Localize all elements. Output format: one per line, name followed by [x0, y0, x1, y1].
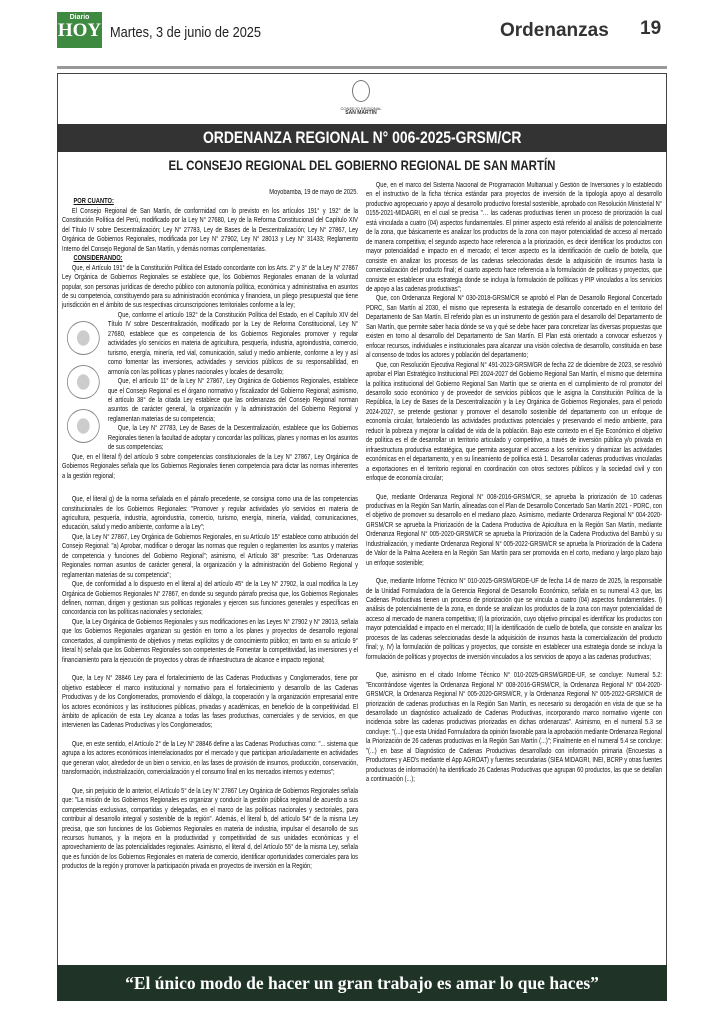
heading-considerando: CONSIDERANDO:	[73, 255, 123, 263]
seal-line2: SAN MARTÍN	[345, 110, 377, 116]
heading-por-cuanto: POR CUANTO:	[73, 198, 114, 206]
section-title: Ordenanzas	[500, 20, 609, 41]
paragraph: Que, la Ley Orgánica de Gobiernos Regionales y sus modificaciones en las Leyes N° 27902 y N° 28013, señala que los Gobiernos Regionales organizan su gestión en torno a los planes y proyectos de desarrollo regional concertados, al cumplimiento de objetivos y metas explícitos y de conocimiento público; en tanto en su artículo 9° literal h) señala que los Gobiernos Regionales son competentes de Fomentar la competitividad, las inversiones y el financiamiento para la ejecución de proyectos y obras de infraestructura de alcance e impacto regional;	[62, 618, 359, 664]
stamp-seal-icon	[67, 409, 100, 443]
footer-quote-bar	[57, 965, 667, 1001]
paragraph: Que, mediante Ordenanza Regional N° 008-2016-GRSM/CR, se aprueba la priorización de 10 cadenas productivas en la Región San Martín, alineadas con el Plan de Desarrollo Concertado San Martín 2021 - PDRC, con el objetivo de promover su desarrollo en el mediano plazo. Asimismo, mediante Ordenanza Regional N° 004-2020-GRSM/CR se aprueba la Priorización de la Cadena Productiva de Apicultura en la Región San Martín, mediante Ordenanza Regional N° 005-2020-GRSM/CR se aprueba la Priorización de la Cadena Productiva del Bambú y su Industrialización, y mediante Ordenanza Regional N° 005-2022-GRSM/CR se aprueba la Priorización de la Cadena de Valor de la Palma Aceitera en la Región San Martín para ser promovida en el corto, mediano y largo plazo bajo un enfoque sostenible;	[366, 493, 663, 567]
ordinance-subtitle-wrap	[57, 157, 667, 173]
paragraph: Que, el Artículo 191° de la Constitución Política del Estado concordante con los Arts. 2° y 3° de la Ley N° 27867 Ley Orgánica de Gobiernos Regionales se establece que, los Gobiernos Regionales emanan de la voluntad popular, son personas jurídicas de derecho público con autonomía política, económica y administrativa en asuntos de su competencia, constituyendo para su administración económica y financiera, un pliego presupuestal que tiene jurisdicción en el ámbito de sus respectivas circunscripciones territoriales conforme a la ley;	[62, 264, 359, 310]
logo-big-text: HOY	[57, 20, 102, 41]
paragraph: Que, en el marco del Sistema Nacional de Programación Multianual y Gestión de Inversiones y lo establecido en el instructivo de la ficha técnica estándar para proyectos de inversión de la tipología apoyo al desarrollo productivo agropecuario y apoyo al desarrollo productivo forestal sostenible, aprobado con Resolución Ministerial N° 0155-2021-MIDAGRI, en el cual se precisa "… las cadenas productivas tienen un proceso de priorización la cual está vinculada a cuatro (04) aspectos fundamentales. El primer aspecto está referido al análisis de potencialmente de la zona, que básicamente es analizar los productos de la zona con mayor potencialidad de acceso al mercado de manera competitiva; el segundo aspecto hace referencia a la priorización, es decir identificar los productos con mayor potencialidad e impacto en el mercado; el tercer aspecto es la identificación de cuello de botella, que consiste en analizar los procesos de las cadenas seleccionadas desde la adquisición de insumos hasta la comercialización del producto final; el cuarto aspecto hace referencia a la formulación de políticas y proyectos, que consiste en establecer una estrategia donde se incluya la formulación de políticas y PIP vinculados a los servicios de apoyo a las cadenas productivas";	[366, 182, 663, 293]
newspaper-logo	[57, 12, 102, 48]
council-seal-icon	[352, 80, 370, 102]
paragraph: Que, en este sentido, el Artículo 2° de la Ley N° 28846 define a las Cadenas Productivas como: "... sistema que agrupa a los actores económicos interrelacionados por el mercado y que participan articuladamente en actividades que generan valor, alrededor de un bien o servicio, en las fases de provisión de insumos, producción, conservación, transformación, industrialización, comercialización y el consumo final en los mercados internos y externos";	[62, 740, 359, 777]
paragraph: Que, en el literal f) del artículo 9 sobre competencias constitucionales de la Ley N° 27867, Ley Orgánica de Gobiernos Regionales señala que los Gobiernos Regionales tienen competencia para dictar las normas inherentes a la gestión regional;	[62, 453, 359, 480]
footer-quote: “El único modo de hacer un gran trabajo es amar lo que haces”	[125, 973, 599, 993]
page-number: 19	[640, 18, 662, 39]
stamp-seal-icon	[67, 321, 100, 355]
paragraph: Que, con Resolución Ejecutiva Regional N° 491-2023-GRSM/GR de fecha 22 de diciembre de 2023, se resolvió aprobar el Plan Estratégico Institucional PEI 2024-2027 del Gobierno Regional San Martín, el mismo que determina la política institucional del Gobierno Regional San Martín que se orienta en el cumplimiento de rol promotor del desarrollo socio económico y de proveedor de servicios públicos que le asigna la Constitución Política de la República, la Ley de Bases de la Descentralización y la Ley Orgánica de Gobiernos Regionales, para el periodo 2024-2027, se pretende gestionar y promover el desarrollo sostenible del departamento con un enfoque de economía circular, fortaleciendo las actividades productivas potenciales y preservando el medio ambiente, para reducir la pobreza y mejorar la calidad de vida de la población. Bajo este contexto en el Eje Económico el objetivo de política es el de desarrollar un territorio articulado y competitivo, a través de inversión pública y/o privada en infraestructura productiva estratégica, que permita asegurar el acceso a los servicios y dinamizar las actividades económicas en el departamento, y en su lineamiento de política está 1. Desarrollar cadenas productivas vinculadas a exportaciones en el territorio regional en coordinación con otros sectores públicos y la sociedad civil y con enfoque de economía circular;	[366, 361, 663, 483]
ordinance-subtitle: EL CONSEJO REGIONAL DEL GOBIERNO REGIONAL DE SAN MARTÍN	[168, 157, 556, 173]
stamp-seal-icon	[67, 365, 100, 399]
dateline: Moyobamba, 19 de mayo de 2025.	[269, 189, 359, 196]
seal-line1: CONSEJO REGIONAL	[340, 106, 382, 111]
header-divider	[57, 66, 667, 69]
paragraph: El Consejo Regional de San Martín, de conformidad con lo previsto en los artículos 191° y 192° de la Constitución Política del Perú, modificado por la Ley N° 27680, Ley de la Reforma Constitucional del Capítulo XIV del Título IV sobre Descentralización; Ley N° 27783, Ley de Bases de la Descentralización; Ley N° 27867, Ley Orgánica de Gobiernos Regionales, modificada por Ley N° 27902, Ley N° 28013 y Ley N° 31433; Reglamento Interno del Consejo Regional de San Martín, y demás normas complementarias.	[62, 207, 359, 253]
issue-date: Martes, 3 de junio de 2025	[110, 24, 261, 41]
paragraph: Que, mediante Informe Técnico N° 010-2025-GRSM/GRDE-UF de fecha 14 de marzo de 2025, la responsable de la Unidad Formuladora de la Gerencia Regional de Desarrollo Económico, señala en su numeral 4.3 que, las Cadenas Productivas tienen un proceso de priorización que se vincula a cuatro (04) aspectos fundamentales. I) análisis de potencialmente de la zona, en donde se analizan los productos de la zona con mayor potencialidad de acceso al mercado de manera competitiva; II) la priorización, cuyo objetivo principal es identificar los productos con mayor potencialidad e impacto en el mercado; III) la identificación de cuello de botella, que consiste en analizar los procesos de las cadenas seleccionadas desde la adquisición de insumos hasta la comercialización del producto final; y, IV) la formulación de políticas y proyectos, que consiste en establecer una estrategia donde se incluya la formulación de políticas y proyectos de inversión vinculados a los servicios de apoyo a las cadenas productivas;	[366, 578, 663, 661]
left-column	[62, 188, 358, 872]
stamp-seals	[62, 321, 108, 449]
logo-small-text: Diario	[69, 14, 90, 21]
paragraph: Que, de conformidad a lo dispuesto en el literal a) del artículo 45° de la Ley N° 27902, la cual modifica la Ley Orgánica de Gobiernos Regionales N° 27867, en donde su segundo párrafo precisa que, los Gobiernos Regionales definen, norman, dirigen y gestionan sus políticas regionales y ejercen sus funciones generales y específicas en concordancia con las políticas nacionales y sectoriales;	[62, 581, 359, 617]
paragraph: Que, la Ley N° 28846 Ley para el fortalecimiento de las Cadenas Productivas y Conglomerados, tiene por objetivo establecer el marco institucional y normativo para el fortalecimiento y desarrollo de las Cadenas Productivas y de los Conglomerados, promoviendo el diálogo, la cooperación y la organización empresarial entre los actores económicos y las instituciones públicas, privadas y académicas, en beneficio de la competitividad. El ámbito de aplicación de esta Ley alcanza a todas las fases productivas, comerciales y de servicios, en que intervienen las Cadenas Productivas y los Conglomerados;	[62, 675, 359, 730]
paragraph: Que, conforme el artículo 192° de la Constitución Política del Estado, en el Capítulo XIV del Título IV sobre Descentralización, modificado por la Ley de Reforma Constitucional, Ley N° 27680, establece que es competencia de los Gobiernos Regionales promover y regular actividades y/o servicios en materia de agricultura, pesquería, industria, agroindustria, comercio, turismo, energía, minería, red vial, comunicación, salud y medio ambiente, conforme a ley y así como fomentar las inversiones, actividades y servicios públicos de su responsabilidad, en armonía con las políticas y planes nacionales y locales de desarrollo;	[107, 311, 359, 376]
paragraph: Que, la Ley N° 27783, Ley de Bases de la Descentralización, establece que los Gobiernos Regionales tienen la facultad de adoptar y concordar las políticas, planes y normas en los asuntos de sus competencias;	[107, 425, 359, 452]
ordinance-title-bar	[57, 124, 667, 152]
paragraph: Que, el artículo 11° de la Ley N° 27867, Ley Orgánica de Gobiernos Regionales, establece que el Consejo Regional es el órgano normativo y fiscalizador del Gobierno Regional; asimismo, el artículo 38° de la citada Ley establece que las ordenanzas del Consejo Regional norman asuntos de carácter general, la organización y la administración del Gobierno Regional y reglamentan materias de su competencia;	[107, 378, 359, 423]
paragraph: Que, con Ordenanza Regional N° 030-2018-GRSM/CR se aprobó el Plan de Desarrollo Regional Concertado PDRC, San Martín al 2030, el mismo que representa la estrategia de desarrollo concertado en el territorio del Departamento de San Martín. El referido plan es un instrumento de gestión para el desarrollo del Departamento de San Martín, que permite saber hacia dónde se va y qué se debe hacer para concretizar las diversas propuestas que existen en torno al desarrollo del Departamento de San Martín. El Plan está orientado a convocar esfuerzos y enfocar recursos, individuales e institucionales para alcanzar una visión colectiva de desarrollo, constituida en base al consenso de todos los actores y población del departamento;	[366, 295, 663, 360]
right-column	[366, 181, 662, 785]
paragraph: Que, la Ley N° 27867, Ley Orgánica de Gobiernos Regionales, en su Artículo 15° establece como atribución del Consejo Regional: "a) Aprobar, modificar o derogar las normas que regulen o reglamenten los asuntos y materias de competencia y funciones del Gobierno Regional"; asimismo, el Artículo 38° prescribe: "Las Ordenanzas Regionales norman asuntos de carácter general, la organización y la administración del Gobierno Regional y reglamentan materias de su competencia";	[62, 533, 359, 579]
ordinance-title: ORDENANZA REGIONAL N° 006-2025-GRSM/CR	[202, 128, 522, 147]
paragraph: Que, sin perjuicio de lo anterior, el Artículo 5° de la Ley N° 27867 Ley Orgánica de Gobiernos Regionales señala que: "La misión de los Gobiernos Regionales es organizar y conducir la gestión pública regional de acuerdo a sus competencias exclusivas, compartidas y delegadas, en el marco de las políticas nacionales y sectoriales, para contribuir al desarrollo integral y sostenible de la región". Además, el literal b, del artículo 54° de la misma Ley precisa, que son funciones de los Gobiernos Regionales en materia de industria, impulsar el desarrollo de sus recursos humanos, y la mejora en la productividad y competitividad de sus unidades económicas y el aprovechamiento de las potencialidades regionales. Asimismo, el literal d, del Artículo 55° de la misma Ley, señala que es función de los Gobiernos Regionales en materia de comercio, identificar oportunidades comerciales para los productos de la región y promover la participación privada en proyectos de inversión en la Región;	[62, 787, 359, 871]
paragraph: Que, el literal g) de la norma señalada en el párrafo precedente, se consigna como una de las competencias constitucionales de los Gobiernos Regionales: "Promover y regular actividades y/o servicios en materia de agricultura, pesquería, industria, agroindustria, comercio, turismo, energía, minería, vialidad, comunicaciones, educación, salud y medio ambiente, conforme a la Ley";	[62, 496, 359, 532]
paragraph: Que, asimismo en el citado Informe Técnico N° 010-2025-GRSM/GRDE-UF, se concluye: Numeral 5.2: "Encontrándose vigentes la Ordenanza Regional N° 008-2016-GRSM/CR, la Ordenanza Regional N° 004-2020-GRSM/CR, la Ordenanza Regional N° 005-2020-GRSM/CR, y la Ordenanza Regional N° 005-2022-GRSM/CR de priorización de cadenas productivas en la Región San Martín, es necesario su derogación en vista de que se ha desarrollado un diagnóstico actualizado de Cadenas Productivas, incorporando marco normativo vigente con incidencia sobre las cadenas productivas priorizadas en dichas ordenanzas". Asimismo, en el numeral 5.3 se concluye: "(...) que esta Unidad Formuladora da opinión favorable para la aprobación mediante Ordenanza Regional la Priorización de 26 cadenas productivas en la Región San Martín (...)"; Finalmente en el numeral 5.4 se concluye: "(...) en base al Diagnóstico de Cadenas Productivas desarrollado con información primaria (Encuestas a Productores y AEO's mediante el App AGROAT) y fuentes secundarias (SIEA MIDAGRI, INEI, BCRP y otras fuentes productoras de información) ha identificado 26 Cadenas Productivas que agrupan 60 productos, las que se detallan a continuación (...);	[366, 672, 663, 784]
council-seal-text	[329, 106, 393, 116]
